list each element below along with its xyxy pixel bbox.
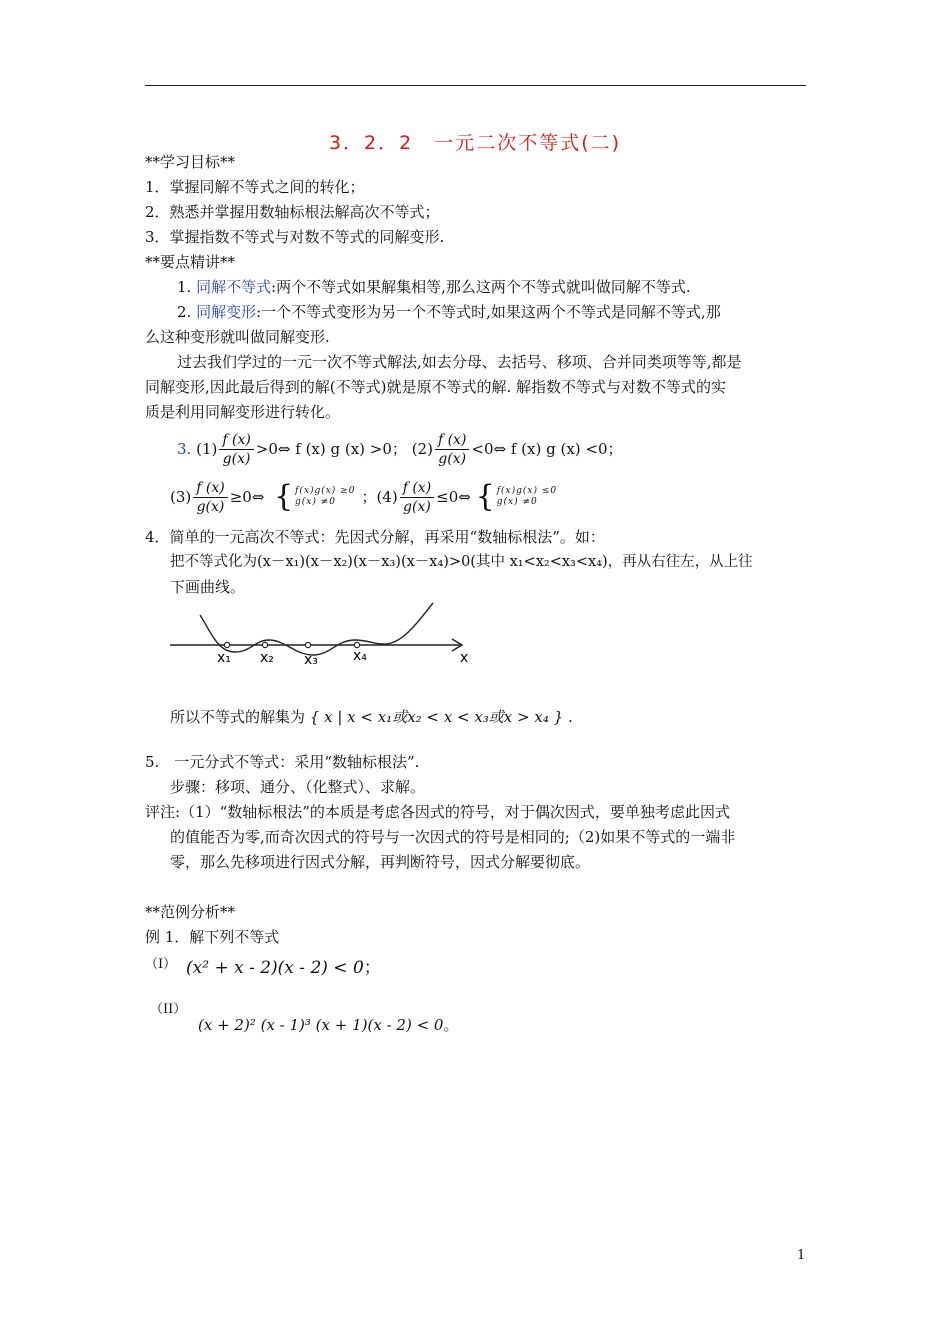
point-2-text: :一个不等式变形为另一个不等式时,如果这两个不等式是同解不等式,那 [256, 303, 721, 321]
solution-prefix: 所以不等式的解集为 [170, 708, 306, 726]
point-1-number: 1. [177, 278, 192, 296]
fraction-f-over-g: $\frac{f (x)}{g(x)}$ [219, 431, 253, 468]
fraction-f-over-g: $\frac{f (x)}{g(x)}$ [435, 431, 469, 468]
solution-suffix: . [567, 708, 573, 726]
point-2-term: 同解变形 [196, 303, 257, 321]
formula-row-2 [170, 475, 557, 519]
example-1-label-2: （II） [150, 1002, 187, 1017]
page-number: 1 [797, 1248, 806, 1263]
point-5-line: 5. 一元分式不等式：采用“数轴标根法”. [145, 753, 420, 771]
root-x4 [354, 642, 359, 647]
point-1-text: :两个不等式如果解集相等,那么这两个不等式就叫做同解不等式. [271, 278, 691, 296]
system-4: f(x)g(x) ≤0 g(x) ≠0 [496, 486, 558, 507]
point-5-line: 步骤：移项、通分、（化整式）、求解。 [170, 778, 426, 796]
goals-heading: **学习目标** [145, 153, 236, 171]
formula-1-label: (1) [196, 440, 218, 458]
remark-line: 评注:（1）“数轴标根法”的本质是考虑各因式的符号，对于偶次因式，要单独考虑此因式 [145, 803, 730, 821]
remark-line: 零，那么先移项进行因式分解，再判断符号，因式分解要彻底。 [170, 853, 591, 871]
point-1-term: 同解不等式 [196, 278, 272, 296]
key-points-heading: **要点精讲** [145, 253, 236, 271]
solution-set-line [170, 707, 573, 727]
page-title: 3．2．2 一元二次不等式(二) [328, 132, 622, 154]
formula-4-text: ≤0⇔ [436, 488, 471, 506]
root-x2 [262, 642, 267, 647]
formula-3-text: ≥0⇔ [229, 488, 265, 506]
number-line-diagram [165, 600, 485, 680]
examples-heading: **范例分析** [145, 903, 236, 921]
point-1 [177, 277, 691, 297]
left-brace: { [273, 479, 294, 514]
solution-set: { x | x < x₁或x₂ < x < x₃或x > x₄ } [309, 708, 564, 726]
axis-label-x3: x₃ [304, 652, 318, 668]
fraction-f-over-g: $\frac{f (x)}{g(x)}$ [193, 479, 227, 516]
goal-item: 2．熟悉并掌握用数轴标根法解高次不等式； [145, 203, 440, 221]
sign-curve [200, 603, 433, 655]
point-4-line: 下画曲线。 [170, 578, 246, 596]
formula-2-label: (2) [411, 440, 433, 458]
root-x1 [224, 642, 229, 647]
fraction-f-over-g: $\frac{f (x)}{g(x)}$ [400, 479, 434, 516]
header-rule [145, 85, 806, 86]
point-4-line: 4．简单的一元高次不等式：先因式分解，再采用“数轴标根法”。如： [145, 528, 605, 546]
paragraph-line: 过去我们学过的一元一次不等式解法,如去分母、去括号、移项、合并同类项等等,都是 [177, 353, 742, 371]
goal-item: 3．掌握指数不等式与对数不等式的同解变形. [145, 228, 445, 246]
point-2-number: 2. [177, 303, 192, 321]
point-2 [177, 302, 721, 322]
point-2-text-cont: 么这种变形就叫做同解变形. [145, 328, 330, 346]
axis-label-x: x [460, 650, 469, 666]
formula-1-text: >0⇔ f (x) g (x) >0； [255, 440, 407, 458]
formula-2-text: <0⇔ f (x) g (x) <0； [471, 440, 623, 458]
point-3-number: 3. [177, 440, 192, 458]
formula-row-1 [177, 427, 623, 471]
example-1-label-1: （I） [145, 957, 177, 972]
axis-label-x4: x₄ [353, 648, 367, 664]
root-x3 [305, 642, 310, 647]
left-brace: { [475, 479, 495, 514]
remark-line: 的值能否为零,而奇次因式的符号与一次因式的符号是相同的;（2)如果不等式的一端非 [170, 828, 736, 846]
paragraph-line: 质是利用同解变形进行转化。 [145, 403, 341, 421]
example-1-formula-2: (x + 2)² (x - 1)³ (x + 1)(x - 2) < 0。 [198, 1016, 459, 1034]
system-3: f(x)g(x) ≥0 g(x) ≠0 [295, 486, 356, 507]
axis-label-x1: x₁ [217, 650, 231, 666]
paragraph-line: 同解变形,因此最后得到的解(不等式)就是原不等式的解. 解指数不等式与对数不等式的实 [145, 378, 727, 396]
example-1-heading: 例 1．解下列不等式 [145, 928, 280, 946]
axis-label-x2: x₂ [260, 650, 274, 666]
point-4-line: 把不等式化为(x－x₁)(x－x₂)(x－x₃)(x－x₄)>0(其中 x₁<x₂<x₃<x₄)，再从右往左，从上往 [170, 554, 753, 570]
goal-item: 1．掌握同解不等式之间的转化； [145, 178, 365, 196]
formula-3-label: (3) [170, 488, 192, 506]
formula-4-label: ；(4) [361, 488, 398, 506]
example-1-formula-1: (x² + x - 2)(x - 2) < 0； [186, 958, 381, 978]
